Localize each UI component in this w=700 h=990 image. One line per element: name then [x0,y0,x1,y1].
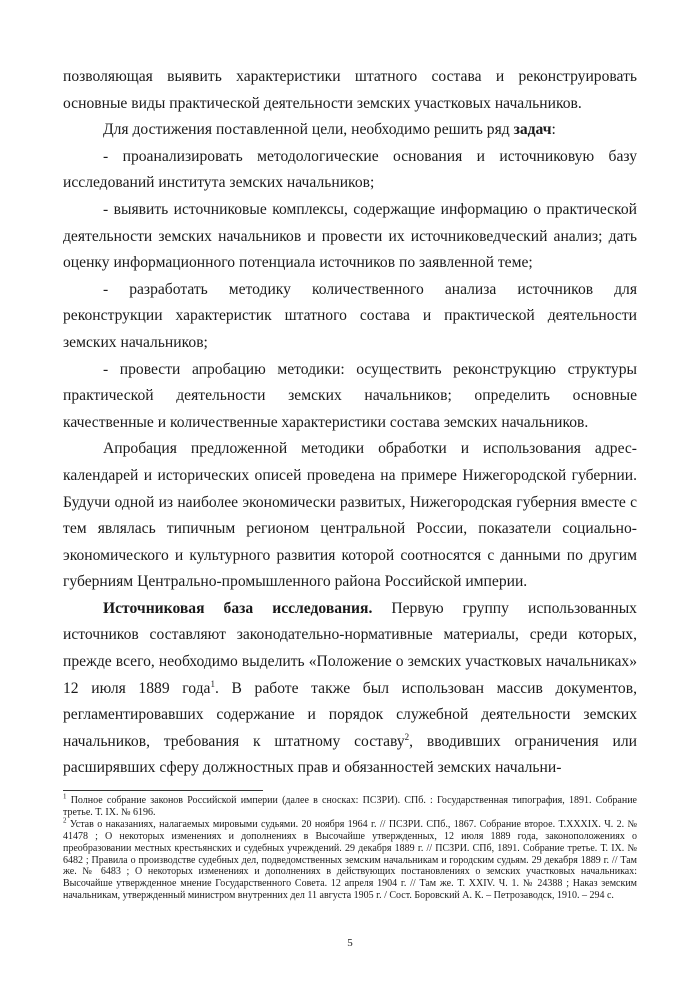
source-base-text-2: . В работе также был использован массив документов, регламентировавших содержание и порядок служебной деятельности земских начальников, требования к штатному составу [63,679,637,750]
tasks-colon: : [551,121,556,139]
footnote-text-1: Полное собрание законов Российской империи (далее в сносках: ПСЗРИ). СПб. : Государственная типография, 1891. Собрание третье. Т. IX. № 6196. [63,795,637,818]
paragraph-continuation: позволяющая выявить характеристики штатного состава и реконструировать основные виды практической деятельности земских участковых начальников. [63,68,637,112]
task-item-3: - разработать методику количественного анализа источников для реконструкции характеристик штатного состава и практической деятельности земских начальников; [63,280,637,351]
task-item-1: - проанализировать методологические основания и источниковую базу исследований института земских начальников; [63,147,637,192]
source-base-heading: Источниковая база исследования. [103,599,373,617]
tasks-word: задач [513,121,552,139]
footnote-ref-1[interactable]: 1 [210,678,215,689]
footnote-mark-2: 2 [63,816,67,825]
paragraph-approbation: Апробация предложенной методики обработки и использования адрес-календарей и исторических описей проведена на примере Нижегородской губернии. Будучи одной из наиболее экономически развитых, Нижегородская губерния вместе с тем являлась типичным регионом центральной России, показатели социально-экономического и культурного развития которой соотносятся с данными по другим губерниям Центрально-промышленного района Российской империи. [63,440,637,591]
source-base-text-1: Первую группу использованных источников составляют законодательно-нормативные материалы, среди которых, прежде всего, необходимо выделить «Положение о земских участковых начальниках» 12 июля 1889 года [63,599,637,697]
footnote-2 [63,816,637,902]
task-item-4: - провести апробацию методики: осуществить реконструкцию структуры практической деятельности земских начальников; определить основные качественные и количественные характеристики состава земских начальников. [63,360,637,431]
footnote-mark-1: 1 [63,792,67,801]
paragraph-source-base [63,596,637,782]
body-text [63,64,637,782]
task-item-2: - выявить источниковые комплексы, содержащие информацию о практической деятельности земских начальников и провести их источниковедческий анализ; дать оценку информационного потенциала источников по заявленной теме; [63,200,637,272]
paragraph-tasks-intro [63,117,637,144]
page-number: 5 [347,937,353,949]
footnote-divider [63,790,263,791]
source-base-text-3: , вводивших ограничения или расширявших сферу должностных прав и обязанностей земских начальни- [63,732,637,777]
footnote-ref-2[interactable]: 2 [404,731,410,742]
footnotes [63,792,637,902]
tasks-intro-text: Для достижения поставленной цели, необходимо решить ряд [103,121,514,139]
footnote-text-2: Устав о наказаниях, налагаемых мировыми судьями. 20 ноября 1964 г. // ПСЗРИ. СПб., 1867. Собрание второе. Т.XXXIX. Ч. 2. № 41478 ; О некоторых изменениях и дополнениях в Высочайше утвержденных, 12 июля 1889 года, законоположениях о преобразовании местных крестьянских и судебных учреждений. 29 декабря 1889 г. // ПСЗРИ. СПб, 1891. Собрание третье. Т. IX. № 6482 ; Правила о производстве судебных дел, подведомственных земским начальникам и городским судьям. 29 декабря 1889 г. // Там же. № 6483 ; О некоторых изменениях и дополнениях в действующих постановлениях о земских участковых начальниках: Высочайше утвержденное мнение Государственного Совета. 12 апреля 1904 г. // Там же. Т. XXIV. Ч. 1. № 24388 ; Наказ земским начальникам, утвержденный министром внутренних дел 11 августа 1905 г. / Сост. Боровский А. К. – Петрозаводск, 1910. – 294 с. [63,818,637,902]
footnote-1 [63,792,637,819]
